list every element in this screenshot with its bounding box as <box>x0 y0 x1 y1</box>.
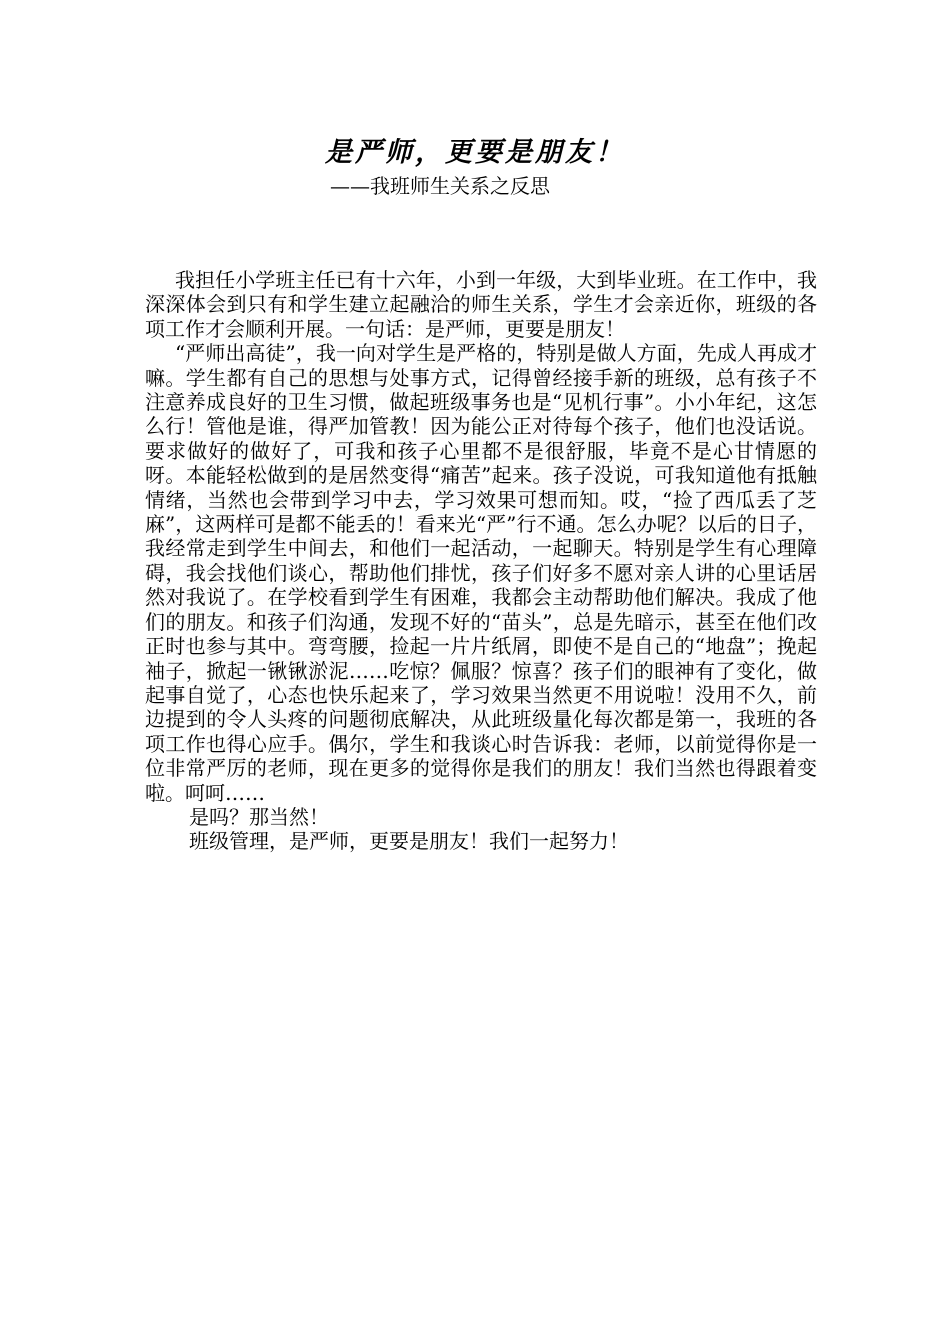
page-subtitle: ——我班师生关系之反思 <box>330 174 550 198</box>
document-body <box>145 268 817 854</box>
page-title: 是严师，更要是朋友！ <box>325 137 625 168</box>
paragraph-reply: 是吗？那当然！ <box>189 804 329 829</box>
paragraph-intro: 我担任小学班主任已有十六年，小到一年级，大到毕业班。在工作中，我深深体会到只有和学生建立起融洽的师生关系，学生才会亲近你，班级的各项工作才会顺利开展。一句话：是严师，更要是朋友！ <box>145 268 817 341</box>
paragraph-conclusion: 班级管理，是严师，更要是朋友！我们一起努力！ <box>189 829 629 854</box>
paragraph-main: “严师出高徒”，我一向对学生是严格的，特别是做人方面，先成人再成才嘛。学生都有自己的思想与处事方式，记得曾经接手新的班级，总有孩子不注意养成良好的卫生习惯，做起班级事务也是“见机行事”。小小年纪，这怎么行！管他是谁，得严加管教！因为能公正对待每个孩子，他们也没话说。要求做好的做好了，可我和孩子心里都不是很舒服，毕竟不是心甘情愿的呀。本能轻松做到的是居然变得“痛苦”起来。孩子没说，可我知道他有抵触情绪，当然也会带到学习中去，学习效果可想而知。哎，“捡了西瓜丢了芝麻”，这两样可是都不能丢的！看来光“严”行不通。怎么办呢？以后的日子，我经常走到学生中间去，和他们一起活动，一起聊天。特别是学生有心理障碍，我会找他们谈心，帮助他们排忧，孩子们好多不愿对亲人讲的心里话居然对我说了。在学校看到学生有困难，我都会主动帮助他们解决。我成了他们的朋友。和孩子们沟通，发现不好的“苗头”，总是先暗示，甚至在他们改正时也参与其中。弯弯腰，捡起一片片纸屑，即使不是自己的“地盘”；挽起袖子，掀起一锹锹淤泥……吃惊？佩服？惊喜？孩子们的眼神有了变化，做起事自觉了，心态也快乐起来了，学习效果当然更不用说啦！没用不久，前边提到的令人头疼的问题彻底解决，从此班级量化每次都是第一，我班的各项工作也得心应手。偶尔，学生和我谈心时告诉我：老师，以前觉得你是一位非常严厉的老师，现在更多的觉得你是我们的朋友！我们当然也得跟着变啦。呵呵…… <box>145 341 817 805</box>
